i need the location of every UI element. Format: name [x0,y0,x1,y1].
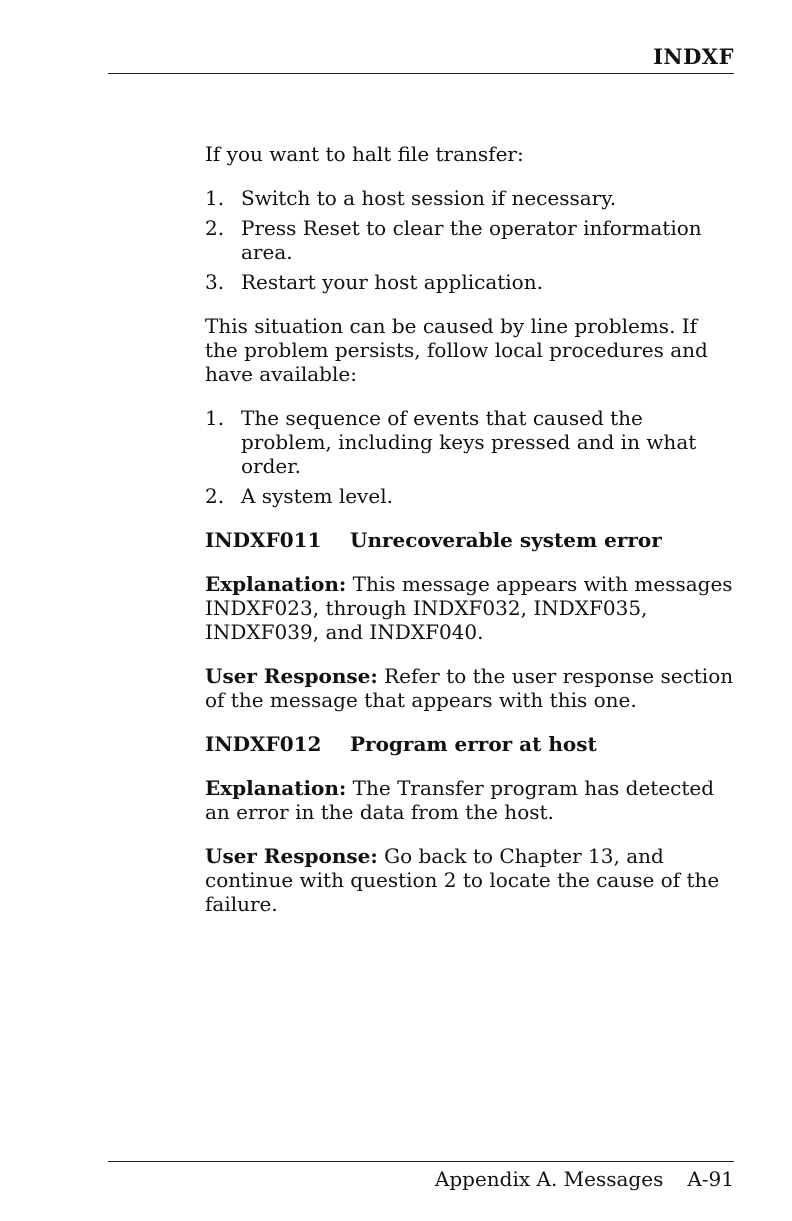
footer-page-number: A-91 [687,1167,734,1191]
list-item-number: 1. [205,186,225,210]
intro-paragraph: If you want to halt file transfer: [205,142,524,166]
list-item-text: Restart your host application. [241,270,543,294]
halt-steps-list [205,186,735,294]
explanation-label: Explanation: [205,572,347,596]
list-item [205,484,735,508]
user-response-paragraph [205,844,735,916]
explanation-label: Explanation: [205,776,347,800]
user-response-label: User Response: [205,664,378,688]
explanation-text: This message appears with messages INDXF023, through INDXF032, INDXF035, INDXF039, and INDXF040. [205,572,733,644]
list-item [205,406,735,478]
list-item-text: Press Reset to clear the operator information area. [241,216,702,264]
message-indxf012 [205,732,735,916]
list-item [205,216,735,264]
page-footer [435,1167,734,1191]
list-item-number: 3. [205,270,225,294]
list-item-text: A system level. [241,484,393,508]
explanation-text: The Transfer program has detected an error in the data from the host. [205,776,715,824]
explanation-paragraph [205,776,735,824]
list-item-text: Switch to a host session if necessary. [241,186,617,210]
message-title: Unrecoverable system error [350,528,662,552]
message-indxf011 [205,528,735,712]
header-rule [108,73,734,74]
list-item-text: The sequence of events that caused the problem, including keys pressed and in what order. [241,406,697,478]
explanation-paragraph [205,572,735,644]
list-item [205,270,735,294]
message-heading [205,732,735,756]
message-title: Program error at host [350,732,597,756]
list-item [205,186,735,210]
user-response-paragraph [205,664,735,712]
list-item-number: 1. [205,406,225,430]
footer-section: Appendix A. Messages [434,1167,664,1191]
list-item-number: 2. [205,216,225,240]
user-response-label: User Response: [205,844,378,868]
available-items-list [205,406,735,508]
message-id: INDXF011 [205,528,322,552]
message-id: INDXF012 [205,732,322,756]
user-response-text: Go back to Chapter 13, and continue with question 2 to locate the cause of the failure. [205,844,720,916]
footer-rule [108,1161,734,1162]
page-header-title: INDXF [653,44,734,69]
user-response-text: Refer to the user response section of the message that appears with this one. [205,664,734,712]
page-content [205,142,735,936]
situation-paragraph: This situation can be caused by line problems. If the problem persists, follow local procedures and have available: [205,314,708,386]
list-item-number: 2. [205,484,225,508]
message-heading [205,528,735,552]
